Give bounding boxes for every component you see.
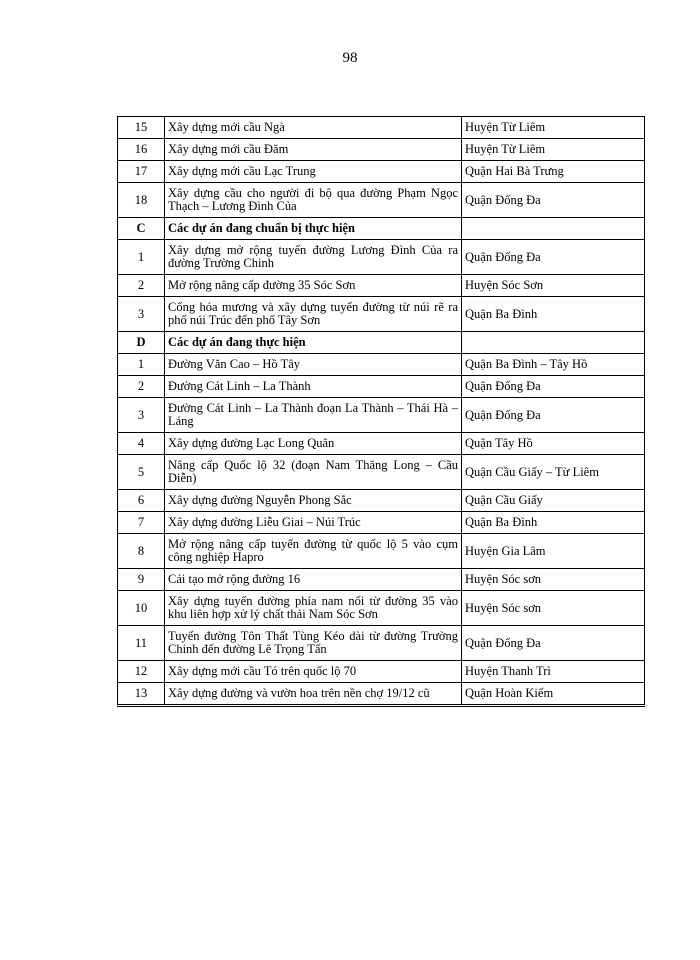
page-number: 98 (342, 50, 358, 66)
row-number: 4 (118, 433, 165, 455)
project-name: Xây dựng đường Lạc Long Quân (165, 433, 462, 455)
row-number: 17 (118, 161, 165, 183)
project-name: Xây dựng đường Liễu Giai – Núi Trúc (165, 512, 462, 534)
project-name: Xây dựng đường và vườn hoa trên nền chợ 19/12 cũ (165, 683, 462, 706)
project-location: Quận Ba Đình – Tây Hồ (462, 354, 645, 376)
table-row (118, 626, 645, 661)
row-number: 7 (118, 512, 165, 534)
table-row (118, 534, 645, 569)
row-number: 16 (118, 139, 165, 161)
project-location: Huyện Sóc sơn (462, 591, 645, 626)
project-name: Đường Cát Linh – La Thành đoạn La Thành – Thái Hà – Láng (165, 398, 462, 433)
project-name: Mở rộng nâng cấp đường 35 Sóc Sơn (165, 275, 462, 297)
project-location: Quận Ba Đình (462, 512, 645, 534)
table-row (118, 569, 645, 591)
project-location: Quận Đống Đa (462, 376, 645, 398)
row-number: 1 (118, 240, 165, 275)
table-row (118, 376, 645, 398)
project-name: Xây dựng mới cầu Tó trên quốc lộ 70 (165, 661, 462, 683)
project-location: Huyện Từ Liêm (462, 139, 645, 161)
project-location: Huyện Sóc Sơn (462, 275, 645, 297)
project-location: Quận Cầu Giấy (462, 490, 645, 512)
project-name: Đường Cát Linh – La Thành (165, 376, 462, 398)
project-name: Xây dựng mở rộng tuyến đường Lương Đình Của ra đường Trường Chinh (165, 240, 462, 275)
row-number: 18 (118, 183, 165, 218)
project-location: Huyện Từ Liêm (462, 117, 645, 139)
row-number: 10 (118, 591, 165, 626)
project-name: Xây dựng mới cầu Lạc Trung (165, 161, 462, 183)
row-number: 13 (118, 683, 165, 706)
table-row (118, 661, 645, 683)
row-number: 5 (118, 455, 165, 490)
row-number: 3 (118, 398, 165, 433)
project-name: Mở rộng nâng cấp tuyến đường từ quốc lộ 5 vào cụm công nghiệp Hapro (165, 534, 462, 569)
project-name: Đường Văn Cao – Hồ Tây (165, 354, 462, 376)
table-row (118, 490, 645, 512)
project-location: Quận Hoàn Kiếm (462, 683, 645, 706)
projects-table (117, 116, 645, 707)
project-location: Quận Tây Hồ (462, 433, 645, 455)
project-location: Quận Ba Đình (462, 297, 645, 332)
table-row (118, 455, 645, 490)
table-row (118, 275, 645, 297)
project-name: Tuyến đường Tôn Thất Tùng Kéo dài từ đường Trường Chinh đến đường Lê Trọng Tấn (165, 626, 462, 661)
section-row (118, 218, 645, 240)
row-number: 2 (118, 275, 165, 297)
section-title: Các dự án đang chuẩn bị thực hiện (165, 218, 462, 240)
section-letter: C (118, 218, 165, 240)
project-location: Quận Đống Đa (462, 626, 645, 661)
table-row (118, 297, 645, 332)
table-row (118, 354, 645, 376)
row-number: 2 (118, 376, 165, 398)
table-row (118, 183, 645, 218)
project-location (462, 218, 645, 240)
project-name: Xây dựng đường Nguyễn Phong Sắc (165, 490, 462, 512)
table-row (118, 398, 645, 433)
table-row (118, 433, 645, 455)
section-letter: D (118, 332, 165, 354)
project-location: Quận Đống Đa (462, 398, 645, 433)
row-number: 11 (118, 626, 165, 661)
project-location: Quận Hai Bà Trưng (462, 161, 645, 183)
project-location: Huyện Sóc sơn (462, 569, 645, 591)
table-row (118, 117, 645, 139)
project-location (462, 332, 645, 354)
table-row (118, 683, 645, 706)
table-row (118, 240, 645, 275)
project-location: Quận Đống Đa (462, 240, 645, 275)
project-name: Xây dựng mới cầu Ngà (165, 117, 462, 139)
row-number: 9 (118, 569, 165, 591)
row-number: 6 (118, 490, 165, 512)
project-location: Huyện Thanh Trì (462, 661, 645, 683)
row-number: 1 (118, 354, 165, 376)
row-number: 15 (118, 117, 165, 139)
project-location: Huyện Gia Lâm (462, 534, 645, 569)
row-number: 12 (118, 661, 165, 683)
project-name: Xây dựng cầu cho người đi bộ qua đường Phạm Ngọc Thạch – Lương Đình Của (165, 183, 462, 218)
section-title: Các dự án đang thực hiện (165, 332, 462, 354)
project-name: Xây dựng mới cầu Đăm (165, 139, 462, 161)
row-number: 3 (118, 297, 165, 332)
project-name: Xây dựng tuyến đường phía nam nối từ đường 35 vào khu liên hợp xử lý chất thải Nam Sóc Sơn (165, 591, 462, 626)
row-number: 8 (118, 534, 165, 569)
project-name: Cống hóa mương và xây dựng tuyến đường từ núi rẽ ra phố núi Trúc đến phố Tây Sơn (165, 297, 462, 332)
project-location: Quận Cầu Giấy – Từ Liêm (462, 455, 645, 490)
section-row (118, 332, 645, 354)
table-row (118, 512, 645, 534)
table-row (118, 161, 645, 183)
project-name: Cải tạo mở rộng đường 16 (165, 569, 462, 591)
project-location: Quận Đống Đa (462, 183, 645, 218)
project-name: Nâng cấp Quốc lộ 32 (đoạn Nam Thăng Long – Cầu Diễn) (165, 455, 462, 490)
table-row (118, 139, 645, 161)
table-row (118, 591, 645, 626)
